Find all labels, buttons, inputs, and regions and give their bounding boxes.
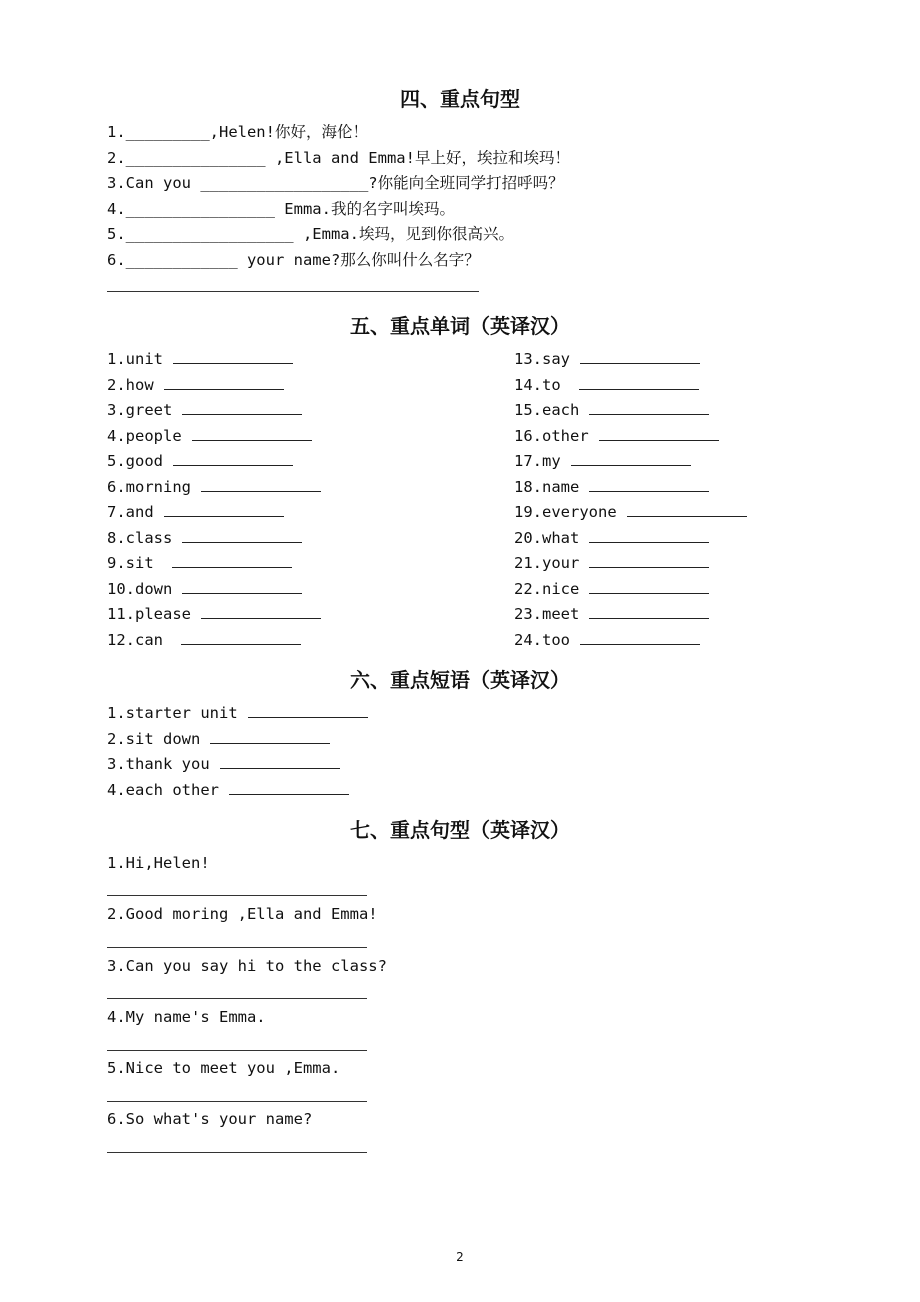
word-label: 14.to	[514, 375, 561, 394]
word-row	[514, 552, 747, 578]
word-label: 24.too	[514, 630, 570, 649]
answer-line	[107, 947, 367, 948]
answer-blank	[173, 451, 293, 466]
translate-sentence: 5.Nice to meet you ,Emma.	[107, 1059, 341, 1077]
answer-blank	[220, 754, 340, 769]
translate-sentence: 3.Can you say hi to the class?	[107, 957, 387, 975]
word-row	[514, 603, 747, 629]
answer-line	[107, 1152, 367, 1153]
word-row	[514, 374, 747, 400]
phrase-label: 4.each other	[107, 781, 219, 799]
word-row	[107, 476, 321, 502]
sentence-item: 6.____________ your name?那么你叫什么名字？	[107, 251, 480, 269]
section-4-title: 四、重点句型	[400, 87, 520, 111]
answer-blank	[201, 477, 321, 492]
answer-blank	[627, 502, 747, 517]
answer-blank	[579, 375, 699, 390]
answer-blank	[589, 553, 709, 568]
word-row	[514, 629, 747, 655]
answer-line	[107, 998, 367, 999]
answer-blank	[192, 426, 312, 441]
phrase-label: 2.sit down	[107, 730, 201, 748]
section-6-title: 六、重点短语（英译汉）	[350, 668, 570, 692]
translate-sentence: 1.Hi,Helen!	[107, 854, 210, 872]
word-label: 21.your	[514, 554, 580, 572]
answer-blank	[210, 729, 330, 744]
phrase-item	[107, 780, 349, 800]
answer-blank	[580, 630, 700, 645]
answer-blank	[173, 349, 293, 364]
answer-blank	[589, 400, 709, 415]
answer-blank	[182, 528, 302, 543]
word-label: 6.morning	[107, 477, 191, 496]
word-label: 23.meet	[514, 605, 580, 623]
word-row	[514, 578, 747, 604]
phrase-item	[107, 729, 330, 749]
word-row	[107, 399, 321, 425]
answer-blank	[571, 451, 691, 466]
answer-blank	[164, 375, 284, 390]
word-label: 13.say	[514, 350, 570, 368]
word-row	[107, 578, 321, 604]
answer-blank	[599, 426, 719, 441]
translate-sentence: 4.My name's Emma.	[107, 1008, 266, 1026]
answer-blank	[182, 400, 302, 415]
answer-blank	[201, 604, 321, 619]
answer-line	[107, 895, 367, 896]
answer-blank	[181, 630, 301, 645]
answer-blank	[164, 502, 284, 517]
word-label: 7.and	[107, 503, 154, 521]
answer-blank	[172, 553, 292, 568]
word-label: 5.good	[107, 452, 163, 470]
word-label: 20.what	[514, 528, 580, 547]
word-label: 16.other	[514, 426, 589, 445]
section-7-title: 七、重点句型（英译汉）	[350, 818, 570, 842]
answer-blank	[229, 780, 349, 795]
word-row	[107, 629, 321, 655]
section-5-title: 五、重点单词（英译汉）	[350, 314, 570, 338]
sentence-item: 2._______________ ,Ella and Emma!早上好，埃拉和埃玛！	[107, 149, 570, 167]
phrase-label: 1.starter unit	[107, 704, 238, 722]
word-label: 22.nice	[514, 579, 580, 598]
word-row	[514, 348, 747, 374]
word-row	[107, 501, 321, 527]
word-label: 3.greet	[107, 401, 173, 419]
word-list-left	[107, 348, 321, 654]
word-row	[107, 603, 321, 629]
word-label: 4.people	[107, 426, 182, 445]
phrase-item	[107, 754, 340, 774]
word-label: 15.each	[514, 401, 580, 419]
word-label: 18.name	[514, 477, 580, 496]
sentence-item: 3.Can you __________________?你能向全班同学打招呼吗？	[107, 174, 564, 192]
word-row	[514, 450, 747, 476]
answer-line	[107, 291, 479, 292]
word-row	[514, 501, 747, 527]
word-row	[107, 374, 321, 400]
word-label: 10.down	[107, 579, 173, 598]
answer-blank	[182, 579, 302, 594]
answer-blank	[589, 604, 709, 619]
word-label: 11.please	[107, 605, 191, 623]
answer-blank	[589, 528, 709, 543]
word-list-right	[514, 348, 747, 654]
word-label: 8.class	[107, 528, 173, 547]
word-row	[107, 425, 321, 451]
answer-blank	[589, 579, 709, 594]
sentence-item: 1._________,Helen!你好，海伦！	[107, 123, 368, 141]
sentence-item: 5.__________________ ,Emma.埃玛，见到你很高兴。	[107, 225, 514, 243]
phrase-item	[107, 703, 368, 723]
translate-sentence: 2.Good moring ,Ella and Emma!	[107, 905, 378, 923]
word-label: 19.everyone	[514, 503, 617, 521]
sentence-item: 4.________________ Emma.我的名字叫埃玛。	[107, 200, 455, 218]
word-row	[107, 450, 321, 476]
answer-blank	[580, 349, 700, 364]
word-row	[514, 476, 747, 502]
word-row	[514, 527, 747, 553]
word-label: 9.sit	[107, 554, 154, 572]
word-row	[107, 348, 321, 374]
phrase-label: 3.thank you	[107, 755, 210, 773]
word-label: 2.how	[107, 375, 154, 394]
word-row	[514, 399, 747, 425]
answer-line	[107, 1101, 367, 1102]
word-label: 1.unit	[107, 350, 163, 368]
answer-blank	[589, 477, 709, 492]
word-label: 12.can	[107, 630, 163, 649]
word-row	[107, 527, 321, 553]
word-label: 17.my	[514, 452, 561, 470]
word-row	[514, 425, 747, 451]
answer-blank	[248, 703, 368, 718]
page-number: 2	[456, 1250, 464, 1264]
answer-line	[107, 1050, 367, 1051]
translate-sentence: 6.So what's your name?	[107, 1110, 313, 1128]
word-row	[107, 552, 321, 578]
